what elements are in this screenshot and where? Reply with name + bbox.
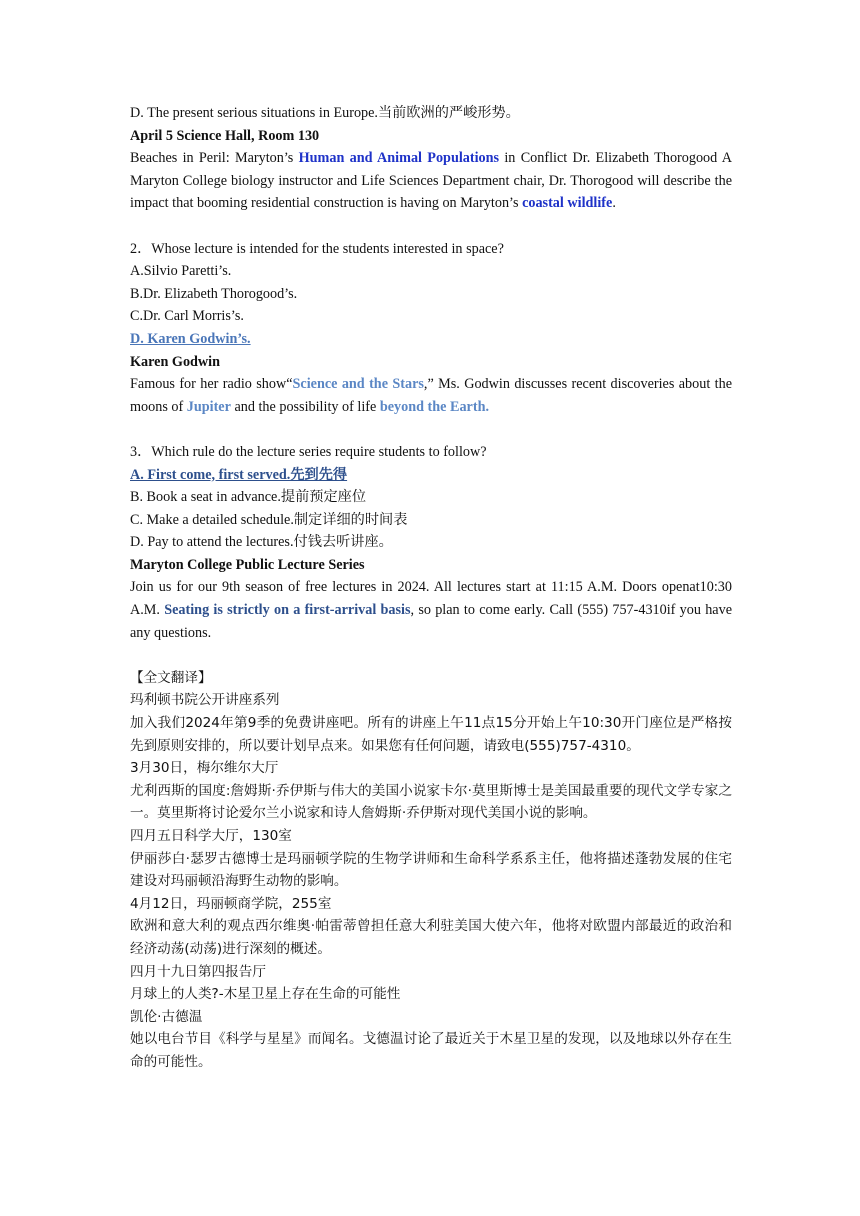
translation-line: 玛利顿书院公开讲座系列: [130, 692, 280, 709]
translation-line: 凯伦·古德温: [130, 1008, 203, 1025]
q3-heading: Maryton College Public Lecture Series: [130, 556, 365, 573]
document-page: [130, 102, 732, 1074]
q3-option-d: D. Pay to attend the lectures.付钱去听讲座。: [130, 534, 393, 551]
q3-option-c: C. Make a detailed schedule.制定详细的时间表: [130, 511, 408, 528]
april5-text-3: .: [612, 195, 616, 212]
q2-paragraph: [130, 373, 732, 418]
q3-highlight-1: Seating is strictly on a first-arrival basis: [164, 602, 411, 619]
q3-text-2: , so plan to come early. Call (555) 757-4310if you have any questions.: [130, 602, 732, 641]
q2-option-c: C.Dr. Carl Morris’s.: [130, 308, 244, 325]
q2-text-3: and the possibility of life: [230, 398, 380, 415]
translation-line: 4月12日，玛丽顿商学院，255室: [130, 895, 332, 912]
translation-line: 月球上的人类?-木星卫星上存在生命的可能性: [130, 986, 401, 1003]
april5-heading: April 5 Science Hall, Room 130: [130, 127, 320, 144]
translation-line: 加入我们2024年第9季的免费讲座吧。所有的讲座上午11点15分开始上午10:30开门座位是严格按先到原则安排的，所以要计划早点来。如果您有任何问题，请致电(555)757-4310。: [130, 715, 732, 754]
q3-answer: A. First come, first served.先到先得: [130, 466, 348, 483]
translation-line: 尤利西斯的国度:詹姆斯·乔伊斯与伟大的美国小说家卡尔·莫里斯博士是美国最重要的现代文学专家之一。莫里斯将讨论爱尔兰小说家和诗人詹姆斯·乔伊斯对现代美国小说的影响。: [130, 782, 732, 822]
q3-text-1: Join us for our 9th season of free lectures in 2024. All lectures start at 11:15 A.M. Doors openat10:30 A.M.: [130, 579, 732, 619]
translation-line: 3月30日，梅尔维尔大厅: [130, 760, 279, 777]
q2-speaker-name: Karen Godwin: [130, 353, 221, 370]
q2-option-a: A.Silvio Paretti’s.: [130, 263, 232, 280]
april5-highlight-2: coastal wildlife: [522, 195, 613, 212]
q1-option-d: D. The present serious situations in Europe.当前欧洲的严峻形势。: [130, 105, 520, 121]
q2-highlight-2: Jupiter: [186, 398, 231, 415]
q3-option-b: B. Book a seat in advance.提前预定座位: [130, 489, 367, 506]
translation-line: 她以电台节目《科学与星星》而闻名。戈德温讨论了最近关于木星卫星的发现，以及地球以外存在生命的可能性。: [130, 1031, 732, 1070]
spacer: [130, 418, 732, 441]
translation-heading: 【全文翻译】: [130, 669, 212, 686]
translation-line: 伊丽莎白·瑟罗古德博士是玛丽顿学院的生物学讲师和生命科学系系主任，他将描述蓬勃发展的住宅建设对玛丽顿沿海野生动物的影响。: [130, 850, 732, 890]
april5-paragraph: [130, 147, 732, 215]
april5-highlight-1: Human and Animal Populations: [298, 150, 500, 167]
q2-highlight-3: beyond the Earth.: [379, 398, 490, 415]
q2-text-1: Famous for her radio show“: [130, 376, 293, 393]
spacer: [130, 215, 732, 238]
q2-question: 2．Whose lecture is intended for the students interested in space?: [130, 240, 504, 257]
q2-option-b: B.Dr. Elizabeth Thorogood’s.: [130, 285, 298, 302]
translation-line: 四月五日科学大厅，130室: [130, 828, 292, 844]
q2-highlight-1: Science and the Stars: [292, 376, 424, 393]
q2-text-2: ,” Ms. Godwin discusses recent discoveries about the moons of: [130, 376, 732, 415]
q3-paragraph: [130, 576, 732, 644]
q2-answer: D. Karen Godwin’s.: [130, 330, 251, 347]
spacer: [130, 644, 732, 667]
april5-text-1: Beaches in Peril: Maryton’s: [130, 150, 299, 167]
april5-text-2: in Conflict Dr. Elizabeth Thorogood A Maryton College biology instructor and Life Sciences Department chair, Dr. Thorogood will describe the impact that booming residential construction is having on Maryton’s: [130, 150, 732, 212]
translation-line: 欧洲和意大利的观点西尔维奥·帕雷蒂曾担任意大利驻美国大使六年，他将对欧盟内部最近的政治和经济动荡(动荡)进行深刻的概述。: [130, 918, 732, 957]
q3-question: 3．Which rule do the lecture series require students to follow?: [130, 443, 487, 460]
translation-line: 四月十九日第四报告厅: [130, 963, 266, 980]
